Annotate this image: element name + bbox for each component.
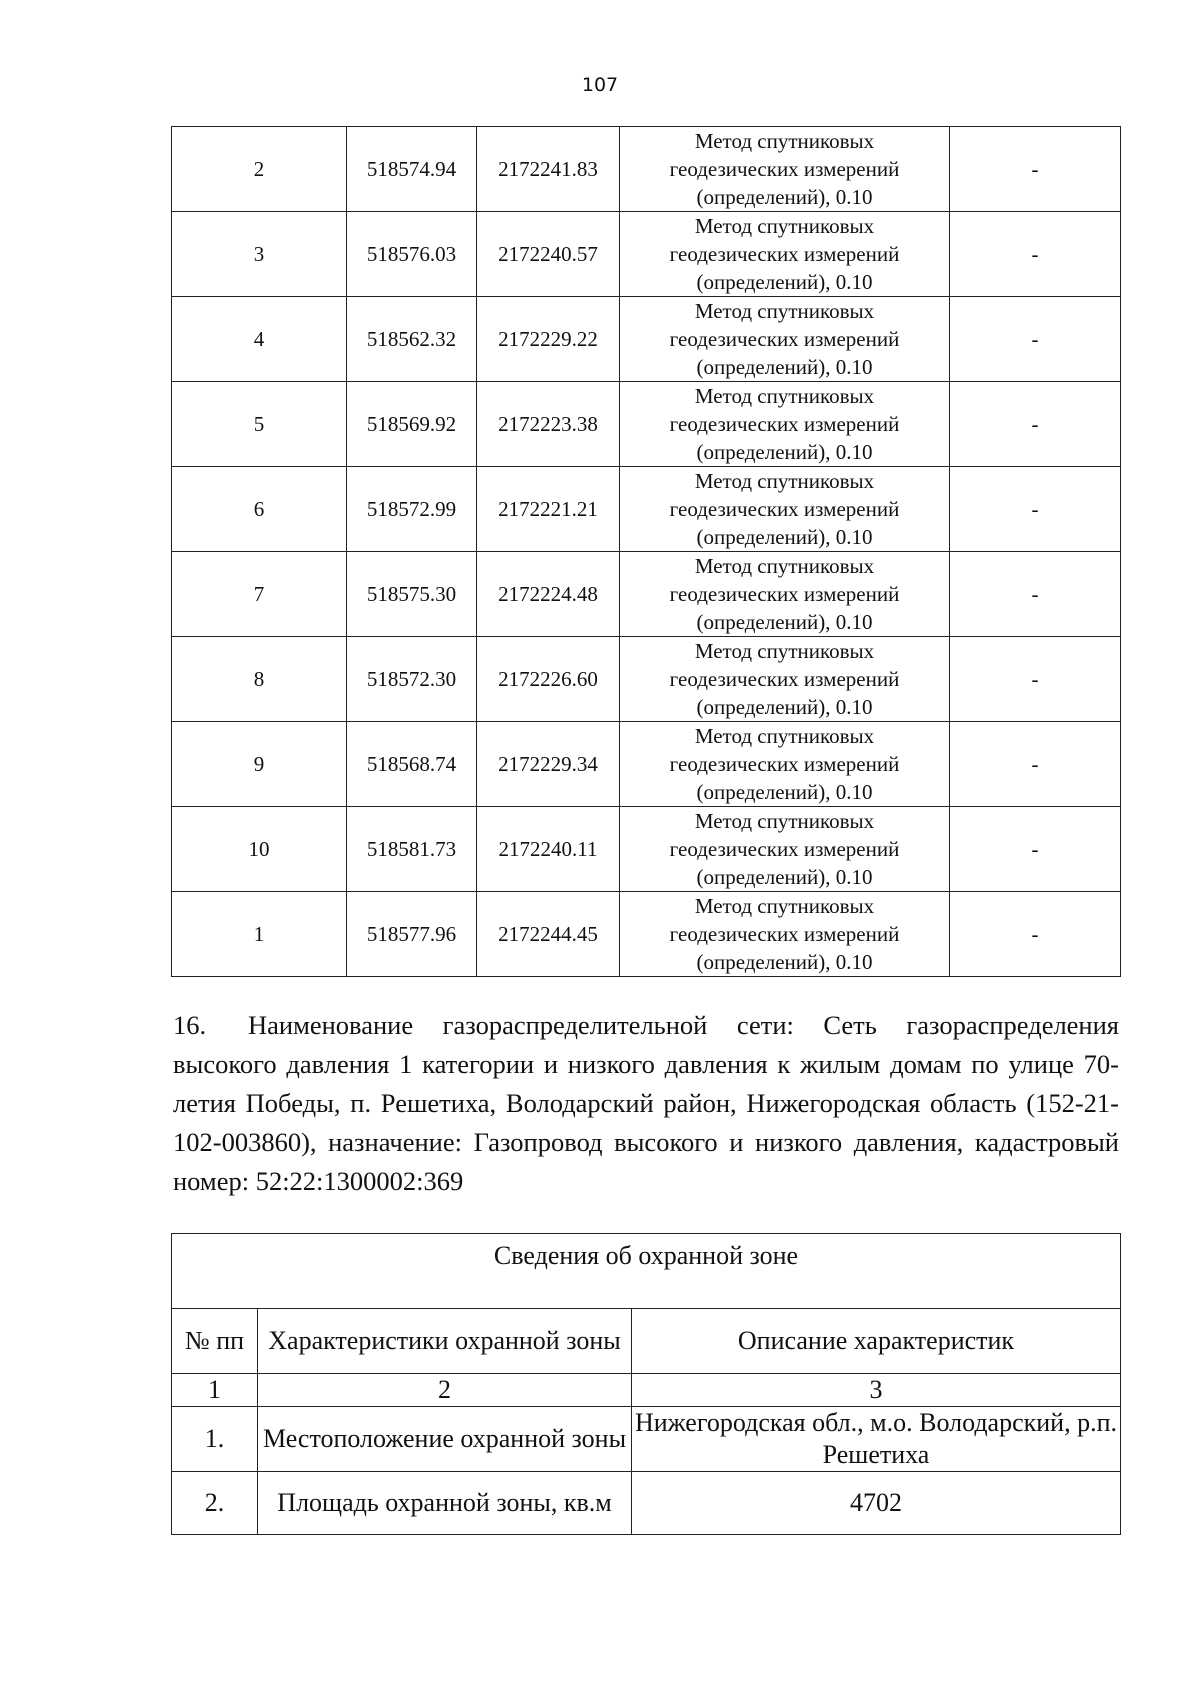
- note-cell: -: [950, 807, 1121, 892]
- note-cell: -: [950, 127, 1121, 212]
- coord-x: 518572.99: [347, 467, 477, 552]
- method-line: (определений), 0.10: [696, 185, 873, 209]
- note-cell: -: [950, 637, 1121, 722]
- note-cell: -: [950, 297, 1121, 382]
- method-line: геодезических измерений: [669, 922, 900, 946]
- coord-x: 518562.32: [347, 297, 477, 382]
- protection-zone-table: [171, 1233, 1121, 1535]
- coord-y: 2172221.21: [477, 467, 620, 552]
- coordinates-row: [172, 552, 1121, 637]
- point-number: 2: [172, 127, 347, 212]
- coordinates-row: [172, 127, 1121, 212]
- point-number: 1: [172, 892, 347, 977]
- coord-y: 2172244.45: [477, 892, 620, 977]
- row-number: 2.: [172, 1472, 258, 1535]
- method-line: (определений), 0.10: [696, 355, 873, 379]
- coordinates-row: [172, 807, 1121, 892]
- coordinates-row: [172, 212, 1121, 297]
- zone-table-row: [172, 1407, 1121, 1472]
- zone-table-header: [172, 1309, 1121, 1374]
- coord-x: 518575.30: [347, 552, 477, 637]
- coordinates-row: [172, 722, 1121, 807]
- section-text: Наименование газораспределительной сети: Сеть газораспределения высокого давления 1 категории и низкого давления к жилым домам по улице 70-летия Победы, п. Решетиха, Володарский район, Нижегородская область (152-21-102-003860), назначение: Газопровод высокого и низкого давления, кадастровый номер: 52:22:1300002:369: [173, 1010, 1119, 1196]
- coordinates-row: [172, 297, 1121, 382]
- note-cell: -: [950, 212, 1121, 297]
- page-number: 107: [581, 74, 619, 96]
- method-cell: [620, 127, 950, 212]
- coordinates-row: [172, 892, 1121, 977]
- method-line: Метод спутниковых: [694, 129, 875, 153]
- method-cell: [620, 807, 950, 892]
- point-number: 9: [172, 722, 347, 807]
- method-line: геодезических измерений: [669, 497, 900, 521]
- zone-table-index-row: [172, 1374, 1121, 1407]
- method-line: Метод спутниковых: [694, 469, 875, 493]
- coord-x: 518572.30: [347, 637, 477, 722]
- row-number: 1.: [172, 1407, 258, 1472]
- method-cell: [620, 552, 950, 637]
- zone-table-caption: Сведения об охранной зоне: [172, 1234, 1121, 1309]
- method-cell: [620, 297, 950, 382]
- index-col1: 1: [172, 1374, 258, 1407]
- zone-table-row: [172, 1472, 1121, 1535]
- coord-x: 518568.74: [347, 722, 477, 807]
- header-number: № пп: [172, 1309, 258, 1374]
- method-cell: [620, 892, 950, 977]
- point-number: 5: [172, 382, 347, 467]
- row-description: 4702: [632, 1472, 1121, 1535]
- coord-x: 518574.94: [347, 127, 477, 212]
- coordinates-row: [172, 382, 1121, 467]
- method-line: геодезических измерений: [669, 327, 900, 351]
- coord-x: 518577.96: [347, 892, 477, 977]
- method-line: (определений), 0.10: [696, 610, 873, 634]
- index-col3: 3: [632, 1374, 1121, 1407]
- method-line: геодезических измерений: [669, 837, 900, 861]
- coord-x: 518576.03: [347, 212, 477, 297]
- method-line: Метод спутниковых: [694, 894, 875, 918]
- method-cell: [620, 382, 950, 467]
- method-line: Метод спутниковых: [694, 384, 875, 408]
- note-cell: -: [950, 382, 1121, 467]
- coord-y: 2172229.34: [477, 722, 620, 807]
- coord-y: 2172241.83: [477, 127, 620, 212]
- note-cell: -: [950, 552, 1121, 637]
- method-line: Метод спутниковых: [694, 809, 875, 833]
- method-cell: [620, 637, 950, 722]
- method-line: Метод спутниковых: [694, 724, 875, 748]
- method-line: геодезических измерений: [669, 752, 900, 776]
- point-number: 7: [172, 552, 347, 637]
- coord-y: 2172224.48: [477, 552, 620, 637]
- method-line: Метод спутниковых: [694, 214, 875, 238]
- method-line: (определений), 0.10: [696, 525, 873, 549]
- point-number: 8: [172, 637, 347, 722]
- method-line: (определений), 0.10: [696, 780, 873, 804]
- coord-y: 2172226.60: [477, 637, 620, 722]
- method-cell: [620, 467, 950, 552]
- method-line: Метод спутниковых: [694, 299, 875, 323]
- header-characteristics: Характеристики охранной зоны: [258, 1309, 632, 1374]
- coord-y: 2172223.38: [477, 382, 620, 467]
- method-cell: [620, 722, 950, 807]
- method-line: (определений), 0.10: [696, 270, 873, 294]
- method-line: (определений), 0.10: [696, 865, 873, 889]
- coord-y: 2172240.57: [477, 212, 620, 297]
- method-cell: [620, 212, 950, 297]
- method-line: (определений), 0.10: [696, 695, 873, 719]
- point-number: 6: [172, 467, 347, 552]
- note-cell: -: [950, 722, 1121, 807]
- row-description: Нижегородская обл., м.о. Володарский, р.п. Решетиха: [632, 1407, 1121, 1472]
- note-cell: -: [950, 467, 1121, 552]
- row-characteristic: Местоположение охранной зоны: [258, 1407, 632, 1472]
- method-line: Метод спутниковых: [694, 554, 875, 578]
- method-line: геодезических измерений: [669, 412, 900, 436]
- section-paragraph: [173, 1006, 1119, 1201]
- coord-y: 2172229.22: [477, 297, 620, 382]
- row-characteristic: Площадь охранной зоны, кв.м: [258, 1472, 632, 1535]
- method-line: геодезических измерений: [669, 667, 900, 691]
- method-line: геодезических измерений: [669, 157, 900, 181]
- method-line: геодезических измерений: [669, 242, 900, 266]
- coordinates-row: [172, 467, 1121, 552]
- method-line: геодезических измерений: [669, 582, 900, 606]
- method-line: (определений), 0.10: [696, 950, 873, 974]
- point-number: 4: [172, 297, 347, 382]
- section-number: 16.: [173, 1010, 207, 1040]
- method-line: (определений), 0.10: [696, 440, 873, 464]
- method-line: Метод спутниковых: [694, 639, 875, 663]
- point-number: 10: [172, 807, 347, 892]
- coord-x: 518581.73: [347, 807, 477, 892]
- coordinates-row: [172, 637, 1121, 722]
- header-description: Описание характеристик: [632, 1309, 1121, 1374]
- coord-x: 518569.92: [347, 382, 477, 467]
- note-cell: -: [950, 892, 1121, 977]
- point-number: 3: [172, 212, 347, 297]
- coord-y: 2172240.11: [477, 807, 620, 892]
- coordinates-table: [171, 126, 1121, 977]
- index-col2: 2: [258, 1374, 632, 1407]
